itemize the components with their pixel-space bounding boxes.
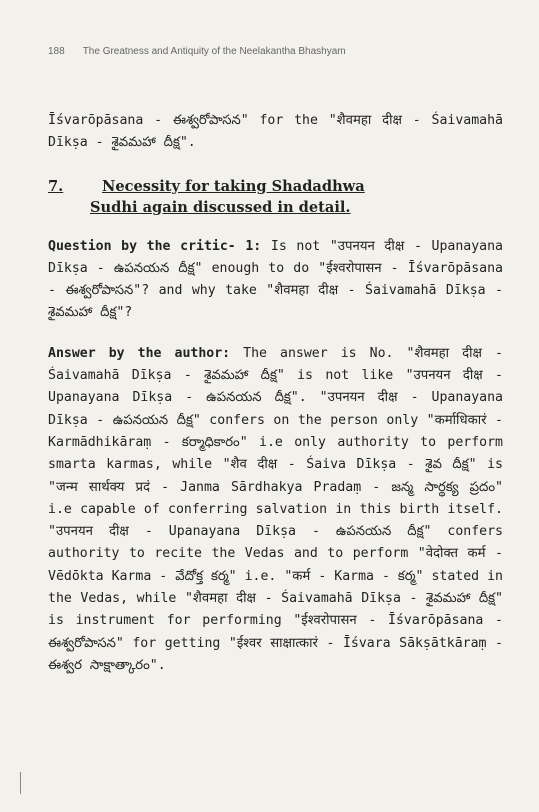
answer-text: The answer is No. "शैवमहा दीक्ष - Śaivamahā Dīkṣa - శైవమహా దీక్ష" is not like "उपनयन दीक्ष - Upanayana Dīkṣa - ఉపనయన దీక్ష". "उपनयन दीक्ष - Upanayana Dīkṣa - ఉపనయన దీక్ష" confers on the person only "कर्माधिकारं - Karmādhikāraṃ - కర్మాధికారం" i.e only authority to perform smarta karmas, while "शैव दीक्ष - Śaiva Dīkṣa - శైవ దీక్ష" is "जन्म सार्थक्य प्रदं - Janma Sārdhakya Pradaṃ - జన్మ సార్థక్య ప్రదం" i.e capable of conferring salvation in this birth itself. "उपनयन दीक्ष - Upanayana Dīkṣa - ఉపనయన దీక్ష" confers authority to recite the Vedas and to perform "वेदोक्त कर्म - Vēdōkta Karma - వేదోక్త కర్మ" i.e. "कर्म - Karma - కర్మ" stated in the Vedas, while "शैवमहा दीक्ष - Śaivamahā Dīkṣa - శైవమహా దీక్ష" is instrument for performing "ईश्वरोपासन - Īśvarōpāsana - ఈశ్వరోపాసన" for getting "ईश्वर साक्षात्कारं - Īśvara Sākṣātkāraṃ - ఈశ్వర సాక్షాత్కారం". [48, 345, 504, 673]
section-number: 7. [48, 177, 64, 195]
question-paragraph [48, 236, 503, 325]
running-header [48, 46, 346, 57]
question-label: Question by the critic- 1: [48, 238, 262, 254]
paragraph-intro: Īśvarōpāsana - ఈశ్వరోపాసన" for the "शैवमहा दीक्ष - Śaivamahā Dīkṣa - శైవమహా దీక్ష". [48, 113, 503, 151]
page-number: 188 [48, 46, 65, 57]
question-text: Is not "उपनयन दीक्ष - Upanayana Dīkṣa - ఉపనయన దీక్ష" enough to do "ईश्वरोपासन - Īśvarōpāsana - ఈశ్వరోపాసన"? and why take "शैवमहा दीक्ष - Śaivamahā Dīkṣa - శైవమహా దీక్ష"? [48, 238, 503, 321]
answer-paragraph [48, 343, 503, 677]
section-heading [48, 176, 503, 218]
running-title: The Greatness and Antiquity of the Neelakantha Bhashyam [82, 46, 346, 57]
section-title-line-2: Sudhi again discussed in detail. [90, 198, 351, 216]
body-text [48, 110, 503, 677]
section-title-line-1: Necessity for taking Shadadhwa [102, 177, 365, 195]
margin-mark [20, 772, 21, 794]
answer-label: Answer by the author: [48, 345, 231, 361]
